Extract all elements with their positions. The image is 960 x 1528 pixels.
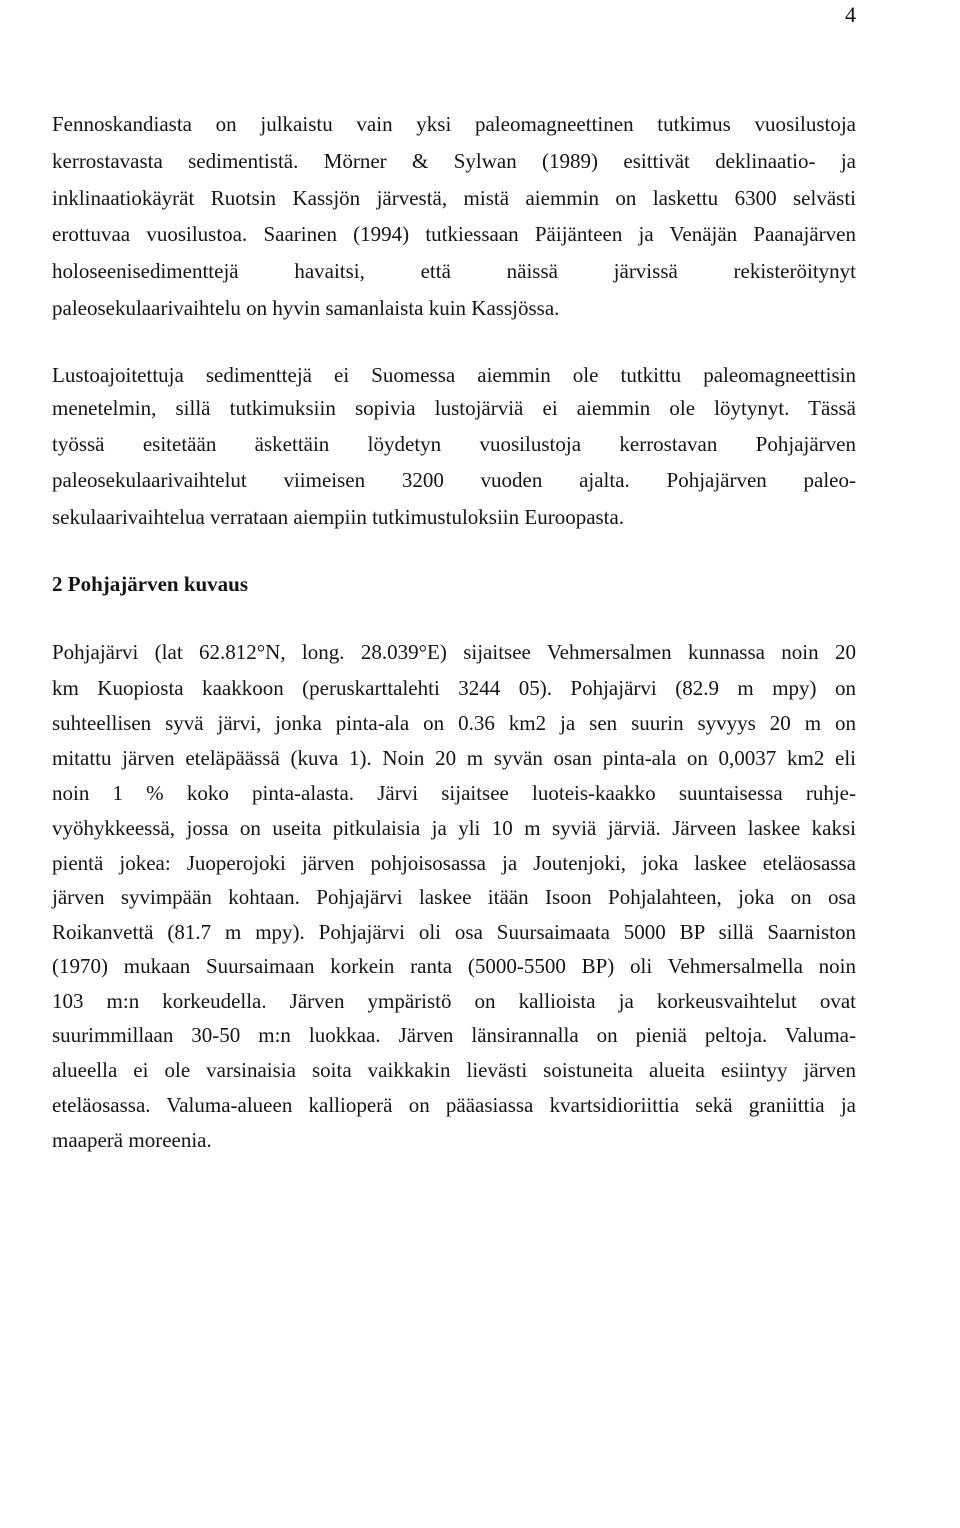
text-line: (1970) mukaan Suursaimaan korkein ranta (5000-5500 BP) oli Vehmersalmella noin xyxy=(52,954,856,978)
text-line: kerrostavasta sedimentistä. Mörner & Sylwan (1989) esittivät deklinaatio- ja xyxy=(52,149,856,173)
text-line: erottuvaa vuosilustoa. Saarinen (1994) tutkiessaan Päijänteen ja Venäjän Paanajärven xyxy=(52,222,856,246)
text-line: 103 m:n korkeudella. Järven ympäristö on kallioista ja korkeusvaihtelut ovat xyxy=(52,989,856,1013)
text-line: paleosekulaarivaihtelu on hyvin samanlaista kuin Kassjössa. xyxy=(52,296,560,320)
text-line: sekulaarivaihtelua verrataan aiempiin tutkimustuloksiin Euroopasta. xyxy=(52,505,625,529)
text-line: Pohjajärvi (lat 62.812°N, long. 28.039°E) sijaitsee Vehmersalmen kunnassa noin 20 xyxy=(52,640,856,664)
text-line: työssä esitetään äskettäin löydetyn vuosilustoja kerrostavan Pohjajärven xyxy=(52,432,856,456)
text-line: Roikanvettä (81.7 m mpy). Pohjajärvi oli osa Suursaimaata 5000 BP sillä Saarniston xyxy=(52,920,856,944)
section-heading: 2 Pohjajärven kuvaus xyxy=(52,572,249,596)
text-line: vyöhykkeessä, jossa on useita pitkulaisia ja yli 10 m syviä järviä. Järveen laskee kaksi xyxy=(52,816,856,840)
text-line: holoseenisedimenttejä havaitsi, että näissä järvissä rekisteröitynyt xyxy=(52,259,856,283)
text-line: inklinaatiokäyrät Ruotsin Kassjön järvestä, mistä aiemmin on laskettu 6300 selvästi xyxy=(52,186,856,210)
text-line: noin 1 % koko pinta-alasta. Järvi sijaitsee luoteis-kaakko suuntaisessa ruhje- xyxy=(52,781,856,805)
text-line: Fennoskandiasta on julkaistu vain yksi paleomagneettinen tutkimus vuosilustoja xyxy=(52,112,856,136)
text-line: Lustoajoitettuja sedimenttejä ei Suomessa aiemmin ole tutkittu paleomagneettisin xyxy=(52,363,856,387)
text-line: alueella ei ole varsinaisia soita vaikkakin lievästi soistuneita alueita esiintyy järven xyxy=(52,1058,856,1082)
text-line: km Kuopiosta kaakkoon (peruskarttalehti 3244 05). Pohjajärvi (82.9 m mpy) on xyxy=(52,676,856,700)
text-line: pientä jokea: Juoperojoki järven pohjoisosassa ja Joutenjoki, joka laskee eteläosassa xyxy=(52,851,856,875)
text-line: maaperä moreenia. xyxy=(52,1128,212,1152)
text-line: suhteellisen syvä järvi, jonka pinta-ala on 0.36 km2 ja sen suurin syvyys 20 m on xyxy=(52,711,856,735)
text-line: suurimmillaan 30-50 m:n luokkaa. Järven länsirannalla on pieniä peltoja. Valuma- xyxy=(52,1023,856,1047)
text-line: paleosekulaarivaihtelut viimeisen 3200 vuoden ajalta. Pohjajärven paleo- xyxy=(52,468,856,492)
text-line: menetelmin, sillä tutkimuksiin sopivia lustojärviä ei aiemmin ole löytynyt. Tässä xyxy=(52,396,856,420)
page-number: 4 xyxy=(845,2,856,27)
text-line: mitattu järven eteläpäässä (kuva 1). Noin 20 m syvän osan pinta-ala on 0,0037 km2 eli xyxy=(52,746,856,770)
text-line: järven syvimpään kohtaan. Pohjajärvi laskee itään Isoon Pohjalahteen, joka on osa xyxy=(52,885,856,909)
text-line: eteläosassa. Valuma-alueen kallioperä on pääasiassa kvartsidioriittia sekä graniittia ja xyxy=(52,1093,856,1117)
